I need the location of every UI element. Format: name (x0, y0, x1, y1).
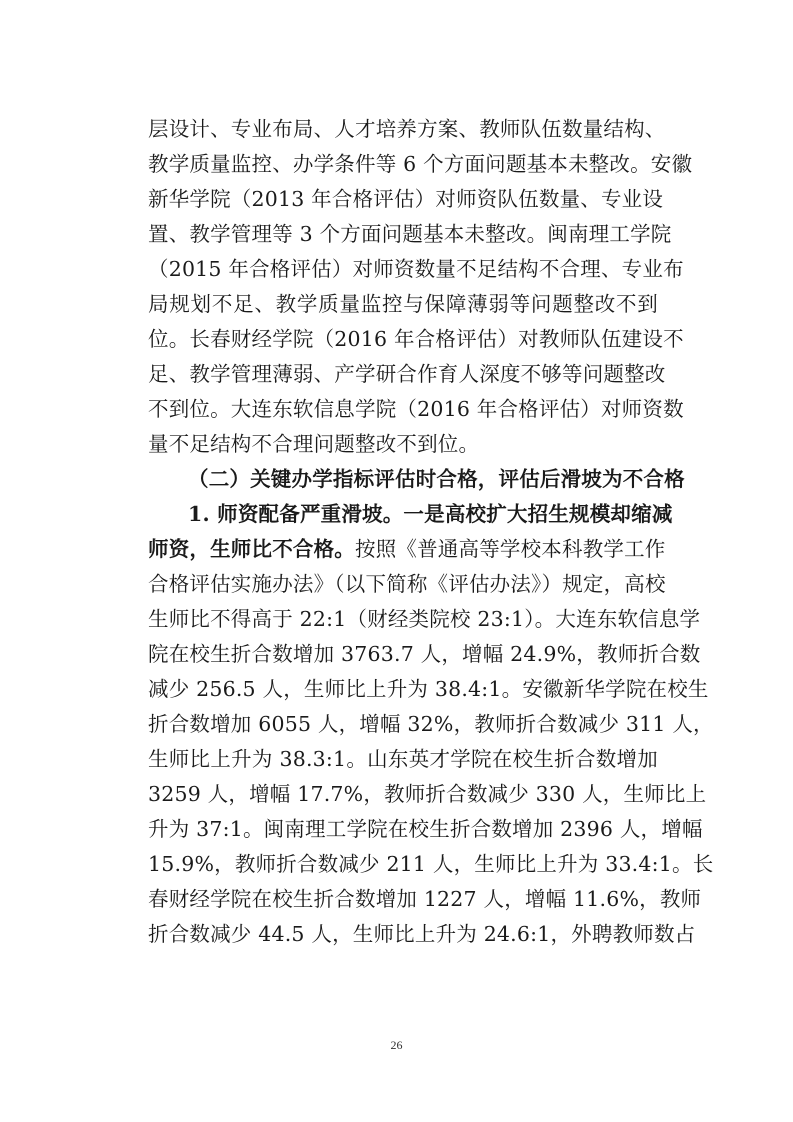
item-heading-bold-part: 师资，生师比不合格。 (148, 537, 355, 561)
text-line: 升为 37:1。闽南理工学院在校生折合数增加 2396 人，增幅 (148, 817, 703, 841)
text-line: 不到位。大连东软信息学院（2016 年合格评估）对师资数 (148, 397, 684, 421)
text-line: 3259 人，增幅 17.7%，教师折合数减少 330 人，生师比上 (148, 782, 707, 806)
item-heading: 1. 师资配备严重滑坡。一是高校扩大招生规模却缩减 (188, 502, 673, 526)
text-line: 量不足结构不合理问题整改不到位。 (148, 432, 480, 456)
text-line: 足、教学管理薄弱、产学研合作育人深度不够等问题整改 (148, 362, 666, 386)
text-line: 局规划不足、教学质量监控与保障薄弱等问题整改不到 (148, 292, 658, 316)
text-line: 15.9%，教师折合数减少 211 人，生师比上升为 33.4:1。长 (148, 852, 714, 876)
text-line: 减少 256.5 人，生师比上升为 38.4:1。安徽新华学院在校生 (148, 677, 709, 701)
text-line: 合格评估实施办法》（以下简称《评估办法》）规定，高校 (148, 572, 666, 596)
item-heading-continuation (148, 532, 666, 567)
body-text (148, 112, 714, 952)
text-line: 春财经学院在校生折合数增加 1227 人，增幅 11.6%，教师 (148, 887, 702, 911)
text-line: 位。长春财经学院（2016 年合格评估）对教师队伍建设不 (148, 327, 684, 351)
text-line: （2015 年合格评估）对师资数量不足结构不合理、专业布 (148, 257, 684, 281)
text-line: 教学质量监控、办学条件等 6 个方面问题基本未整改。安徽 (148, 152, 693, 176)
text-line: 折合数增加 6055 人，增幅 32%，教师折合数减少 311 人， (148, 712, 714, 736)
section-heading: （二）关键办学指标评估时合格，评估后滑坡为不合格 (188, 467, 685, 491)
text-line: 生师比上升为 38.3:1。山东英才学院在校生折合数增加 (148, 747, 658, 771)
text-line: 置、教学管理等 3 个方面问题基本未整改。闽南理工学院 (148, 222, 672, 246)
item-heading-body-part: 按照《普通高等学校本科教学工作 (355, 537, 666, 561)
text-line: 折合数减少 44.5 人，生师比上升为 24.6:1，外聘教师数占 (148, 922, 696, 946)
text-line: 生师比不得高于 22:1（财经类院校 23:1）。大连东软信息学 (148, 607, 701, 631)
text-line: 新华学院（2013 年合格评估）对师资队伍数量、专业设 (148, 187, 664, 211)
text-line: 院在校生折合数增加 3763.7 人，增幅 24.9%，教师折合数 (148, 642, 701, 666)
page-number: 26 (390, 1038, 403, 1052)
text-line: 层设计、专业布局、人才培养方案、教师队伍数量结构、 (148, 117, 666, 141)
